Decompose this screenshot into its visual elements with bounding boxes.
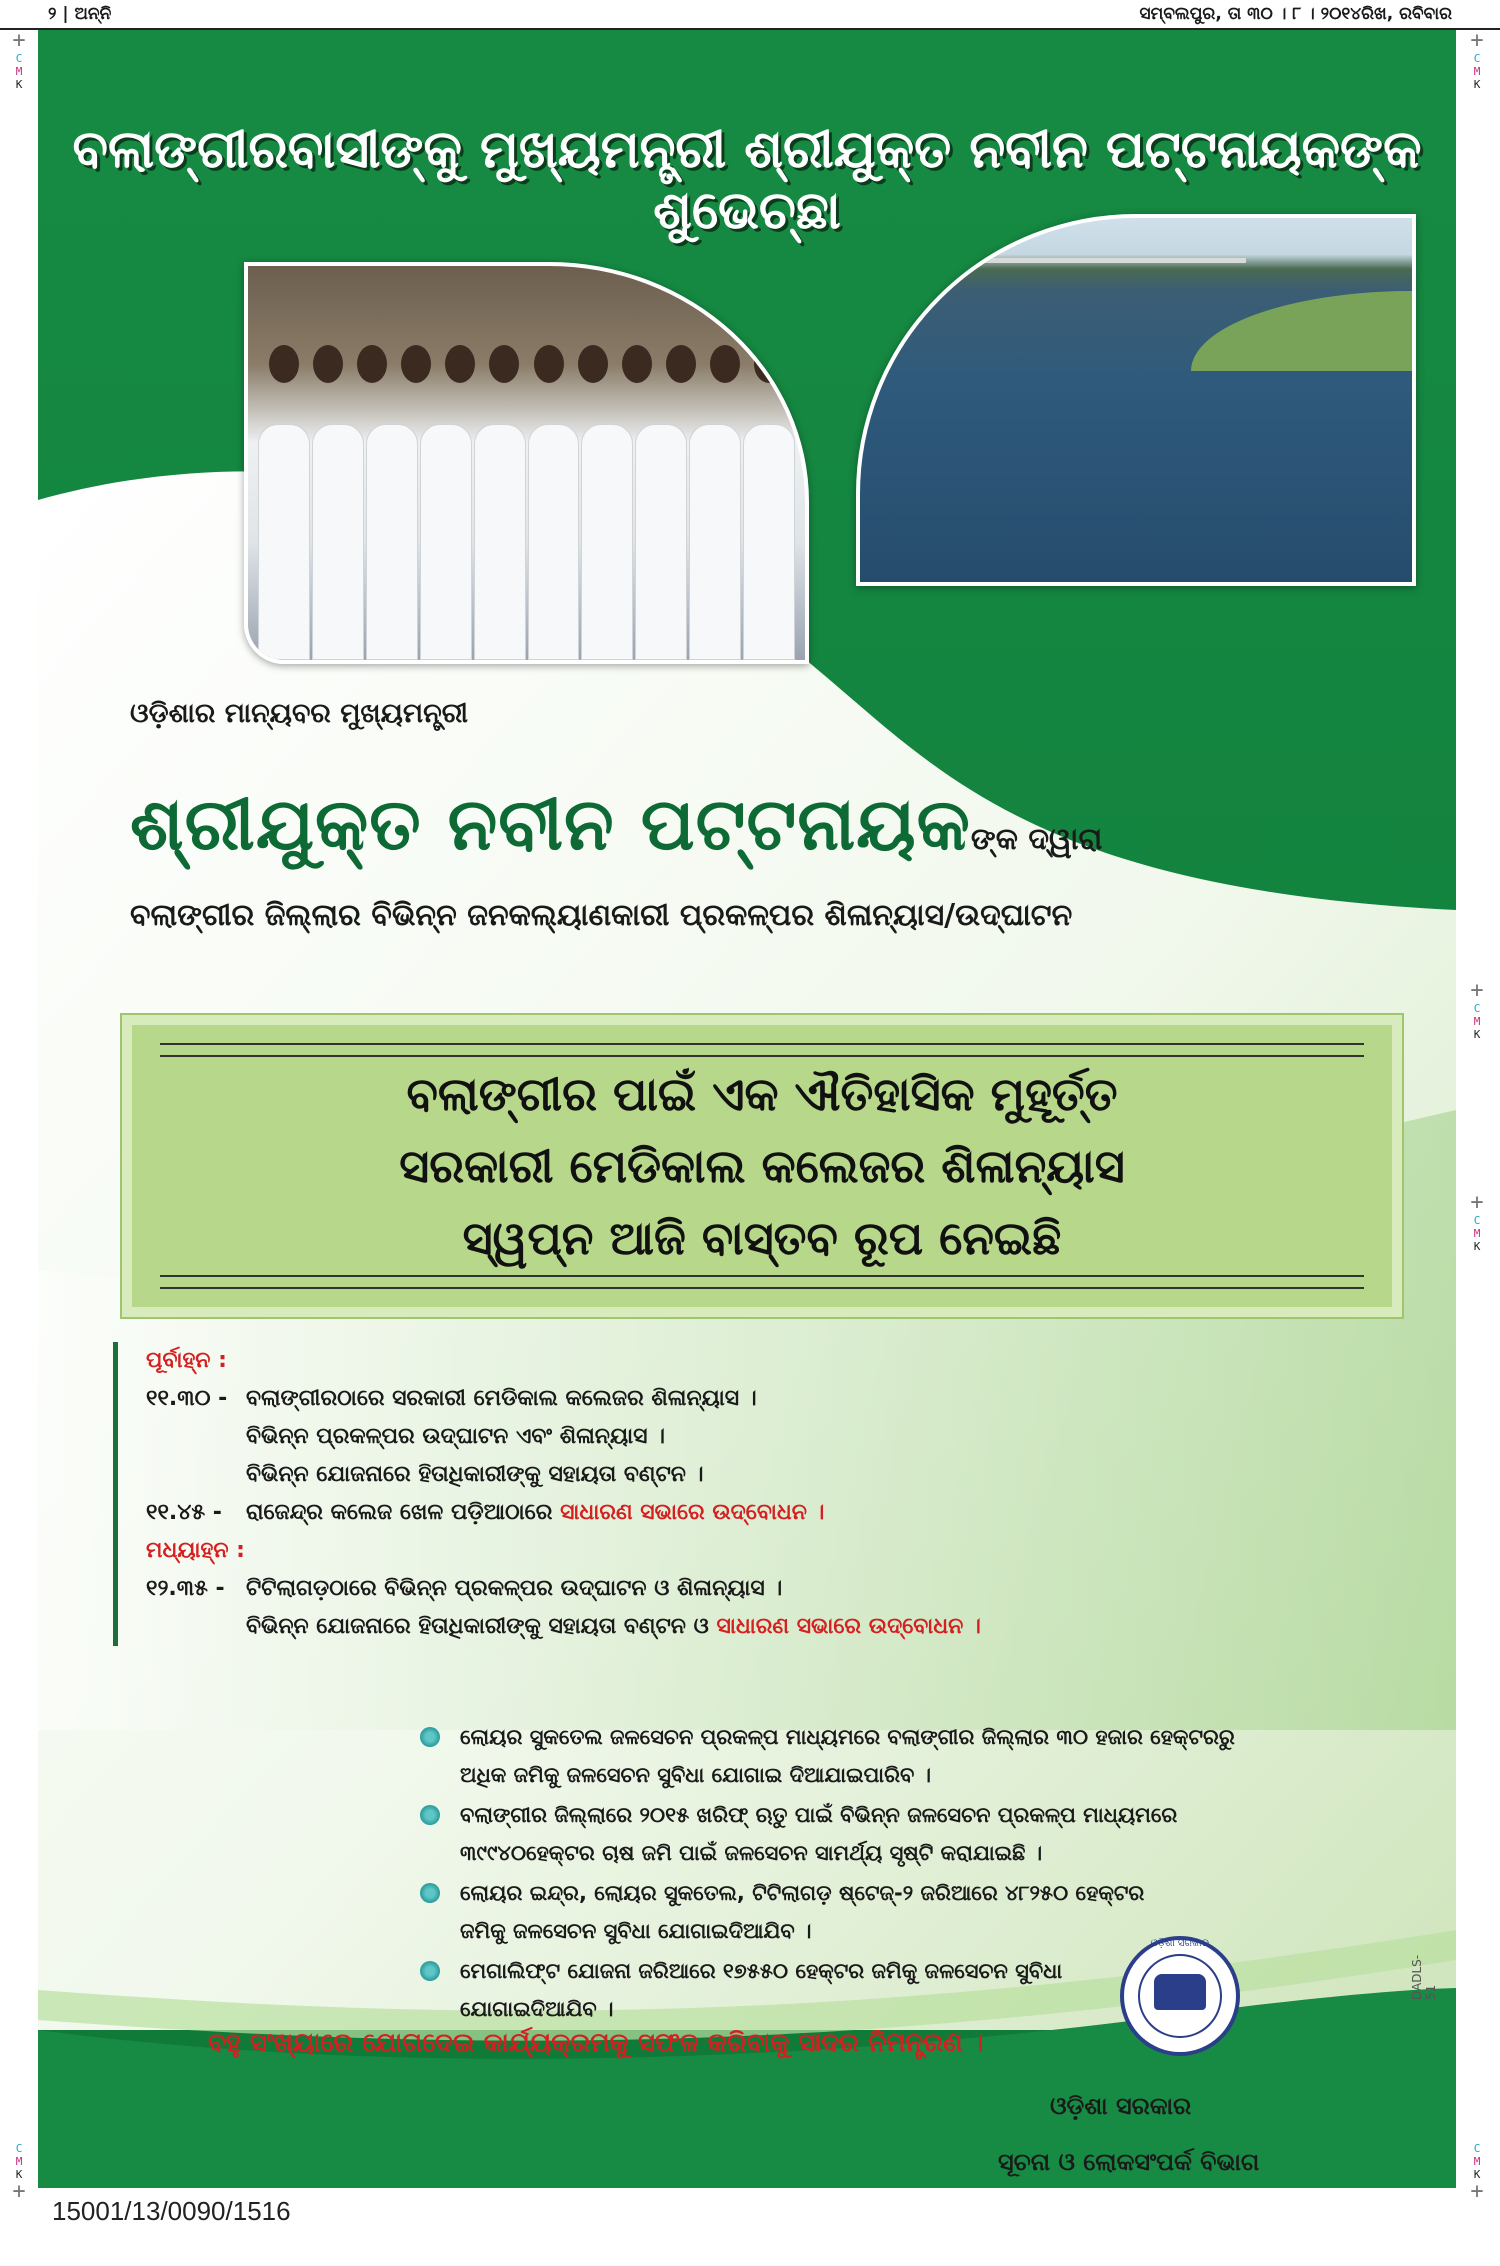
crosshair-icon: +	[1470, 978, 1484, 1003]
schedule-row: ବିଭିନ୍ନ ପ୍ରକଳ୍ପର ଉଦ୍‌ଘାଟନ ଏବଂ ଶିଳାନ୍ୟାସ ।	[246, 1424, 666, 1449]
crosshair-icon: +	[1470, 28, 1484, 53]
crosshair-icon: +	[12, 28, 26, 53]
list-item: ମେଗାଲିଫ୍ଟ ଯୋଜନା ଜରିଆରେ ୧୭୫୫୦ ହେକ୍ଟର ଜମିକୁ ଜଳସେଚନ ସୁବିଧା ଯୋଗାଇଦିଆଯିବ ।	[416, 1952, 1266, 2028]
occasion-text: ବଲାଙ୍ଗୀର ଜିଲ୍ଲାର ବିଭିନ୍ନ ଜନକଲ୍ୟାଣକାରୀ ପ୍ରକଳ୍ପର ଶିଳାନ୍ୟାସ/ଉଦ୍‌ଘାଟନ	[130, 898, 1073, 933]
invitation-text: ବହୁ ସଂଖ୍ୟାରେ ଯୋଗଦେଇ କାର୍ଯ୍ୟକ୍ରମକୁ ସଫଳ କରିବାକୁ ସାଦର ନିମନ୍ତ୍ରଣ ।	[208, 2028, 984, 2058]
schedule-row: ବିଭିନ୍ନ ଯୋଜନାରେ ହିତାଧିକାରୀଙ୍କୁ ସହାୟତା ବଣ୍ଟନ ଓ ସାଧାରଣ ସଭାରେ ଉଦ୍‌ବୋଧନ ।	[246, 1614, 981, 1639]
registration-mark: + C M K	[1466, 30, 1488, 91]
registration-mark: + C M K	[8, 30, 30, 91]
bullet-icon	[420, 1805, 440, 1825]
schedule-row: ୧୧.୩୦ - ବଲାଙ୍ଗୀରଠାରେ ସରକାରୀ ମେଡିକାଲ କଲେଜର ଶିଳାନ୍ୟାସ ।	[146, 1386, 757, 1411]
page-number: ୨ | ଅନ୍ନି	[48, 4, 112, 24]
crosshair-icon: +	[1470, 2179, 1484, 2204]
release-code: 15001/13/0090/1516	[52, 2196, 291, 2226]
dad-code: DADLS-51	[1410, 1954, 1438, 2000]
advertisement	[38, 30, 1456, 2188]
list-item: ଲୋୟର ସୁକତେଲ ଜଳସେଚନ ପ୍ରକଳ୍ପ ମାଧ୍ୟମରେ ବଲାଙ୍ଗୀର ଜିଲ୍ଲାର ୩୦ ହଜାର ହେକ୍ଟରରୁ ଅଧିକ ଜମିକୁ ଜଳସେଚନ ସୁବିଧା ଯୋଗାଇ ଦିଆଯାଇପାରିବ ।	[416, 1718, 1266, 1794]
chief-minister-name	[130, 782, 1102, 868]
headline: ବଲାଙ୍ଗୀରବାସୀଙ୍କୁ ମୁଖ୍ୟମନ୍ତ୍ରୀ ଶ୍ରୀଯୁକ୍ତ ନବୀନ ପଟ୍ଟନାୟକଙ୍କ ଶୁଭେଚ୍ଛା	[72, 120, 1422, 241]
bullet-icon	[420, 1727, 440, 1747]
department-name: ସୂଚନା ଓ ଲୋକସଂପର୍କ ବିଭାଗ	[998, 2148, 1260, 2176]
crosshair-icon: +	[1470, 1190, 1484, 1215]
newspaper-masthead	[0, 0, 1500, 30]
schedule-row: ୧୧.୪୫ - ରାଜେନ୍ଦ୍ର କଲେଜ ଖେଳ ପଡ଼ିଆଠାରେ ସାଧାରଣ ସଭାରେ ଉଦ୍‌ବୋଧନ ।	[146, 1500, 825, 1525]
registration-mark: C M K +	[1466, 2142, 1488, 2203]
list-item: ଲୋୟର ଇନ୍ଦ୍ର, ଲୋୟର ସୁକତେଲ, ଟିଟିଲାଗଡ଼ ଷ୍ଟେଜ୍-୨ ଜରିଆରେ ୪୮୨୫୦ ହେକ୍ଟର ଜମିକୁ ଜଳସେଚନ ସୁବିଧା ଯୋଗାଇଦିଆଯିବ ।	[416, 1874, 1266, 1950]
odisha-emblem-icon: ଓଡ଼ିଶା ସରକାର	[1120, 1936, 1240, 2056]
schedule-row: ବିଭିନ୍ନ ଯୋଜନାରେ ହିତାଧିକାରୀଙ୍କୁ ସହାୟତା ବଣ୍ଟନ ।	[246, 1462, 704, 1487]
shore-shape	[1191, 291, 1412, 371]
government-name: ଓଡ଼ିଶା ସରକାର	[1050, 2092, 1192, 2120]
programme-schedule	[113, 1342, 1113, 1646]
cm-name-text: ଶ୍ରୀଯୁକ୍ତ ନବୀନ ପଟ୍ଟନାୟକ	[130, 782, 971, 866]
highlight-line: ସରକାରୀ ମେଡିକାଲ କଲେଜର ଶିଳାନ୍ୟାସ	[399, 1139, 1125, 1193]
crosshair-icon: +	[12, 2179, 26, 2204]
noon-label: ମଧ୍ୟାହ୍ନ :	[146, 1538, 245, 1563]
highlight-line: ସ୍ୱପ୍ନ ଆଜି ବାସ୍ତବ ରୂପ ନେଇଛି	[462, 1211, 1062, 1265]
highlight-line: ବଲାଙ୍ଗୀର ପାଇଁ ଏକ ଐତିହାସିକ ମୁହୂର୍ତ୍ତ	[406, 1067, 1118, 1121]
dam-shape	[943, 258, 1247, 263]
bullet-icon	[420, 1883, 440, 1903]
dateline: ସମ୍ବଲପୁର, ତା ୩୦ । ୮ । ୨୦୧୪ରିଖ, ରବିବାର	[1139, 4, 1452, 24]
forenoon-label: ପୂର୍ବାହ୍ନ :	[146, 1348, 227, 1373]
subtitle: ଓଡ଼ିଶାର ମାନ୍ୟବର ମୁଖ୍ୟମନ୍ତ୍ରୀ	[130, 698, 469, 729]
schedule-row: ୧୨.୩୫ - ଟିଟିଲାଗଡ଼ଠାରେ ବିଭିନ୍ନ ପ୍ରକଳ୍ପର ଉଦ୍‌ଘାଟନ ଓ ଶିଳାନ୍ୟାସ ।	[146, 1576, 783, 1601]
cm-name-suffix: ଙ୍କ ଦ୍ୱାରା	[970, 822, 1103, 857]
registration-mark: + C M K	[1466, 980, 1488, 1041]
registration-mark: C M K +	[8, 2142, 30, 2203]
list-item: ବଲାଙ୍ଗୀର ଜିଲ୍ଲାରେ ୨୦୧୫ ଖରିଫ୍ ଋତୁ ପାଇଁ ବିଭିନ୍ନ ଜଳସେଚନ ପ୍ରକଳ୍ପ ମାଧ୍ୟମରେ ୩୯୯୪୦ହେକ୍ଟର ଚାଷ ଜମି ପାଇଁ ଜଳସେଚନ ସାମର୍ଥ୍ୟ ସୃଷ୍ଟି କରାଯାଇଛି ।	[416, 1796, 1266, 1872]
bullet-icon	[420, 1961, 440, 1981]
highlight-box	[122, 1015, 1402, 1317]
ornament-border	[160, 1043, 1364, 1057]
ornament-border	[160, 1275, 1364, 1289]
registration-mark: + C M K	[1466, 1192, 1488, 1253]
